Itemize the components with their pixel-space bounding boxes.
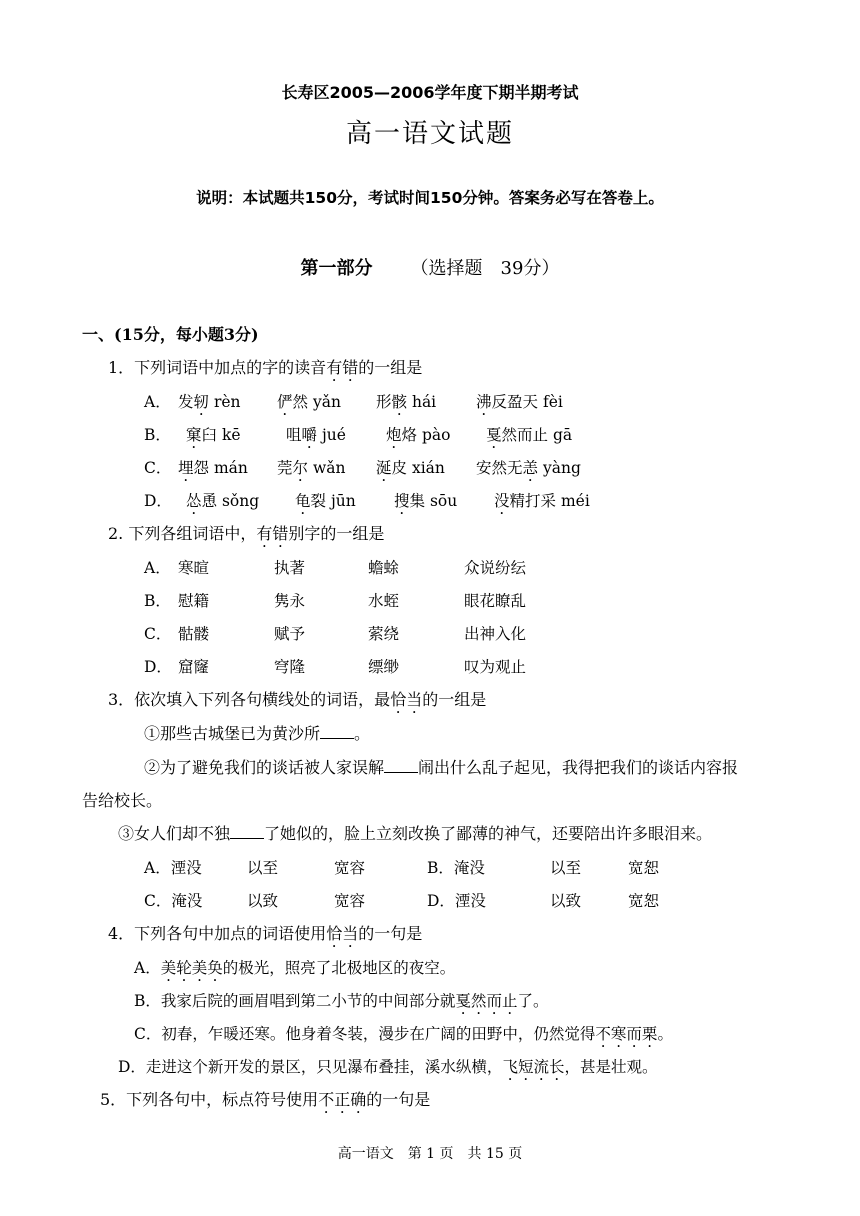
question-1-option-d: D． 怂恿 sǒng 龟裂 jūn 搜集 sōu 没精打采 méi	[144, 492, 590, 510]
part-heading	[0, 254, 860, 280]
question-2-option-c: C． 骷髅 赋予 萦绕 出神入化	[144, 625, 527, 643]
question-1-option-a: A． 发轫 rèn 俨然 yǎn 形骸 hái 沸反盈天 fèi	[144, 393, 563, 411]
question-4-option-c: C．初春，乍暖还寒。他身着冬装，漫步在广阔的田野中，仍然觉得不寒而栗。	[134, 1025, 673, 1043]
part-subtitle: （选择题 39分）	[410, 258, 560, 279]
question-4-stem: 4．下列各句中加点的词语使用恰当的一句是	[108, 924, 423, 943]
question-1-option-c: C． 埋怨 mán 莞尔 wǎn 涎皮 xián 安然无恙 yàng	[144, 459, 581, 477]
question-3-options-row-1: A．湮没 以至 宽容 B．淹没 以至 宽恕	[144, 859, 660, 877]
question-4-option-a: A．美轮美奂的极光，照亮了北极地区的夜空。	[134, 959, 456, 977]
question-3-options-row-2: C．淹没 以致 宽容 D．湮没 以致 宽恕	[144, 892, 660, 910]
question-3-stem: 3．依次填入下列各句横线处的词语，最恰当的一组是	[108, 690, 487, 709]
question-2-option-b: B． 慰籍 隽永 水蛭 眼花瞭乱	[144, 592, 527, 610]
section-heading: 一、(15分，每小题3分)	[82, 325, 259, 344]
exam-instructions: 说明：本试题共150分，考试时间150分钟。答案务必写在答卷上。	[196, 189, 664, 207]
question-5-stem: 5．下列各句中，标点符号使用不正确的一句是	[100, 1090, 431, 1109]
subject-title: 高一语文试题	[345, 119, 514, 149]
question-2-option-a: A． 寒暄 执著 蟾蜍 众说纷纭	[144, 559, 527, 577]
question-3-sentence-2: ②为了避免我们的谈话被人家误解 闹出什么乱子起见，我得把我们的谈话内容报	[144, 758, 739, 777]
question-3-sentence-1: ①那些古城堡已为黄沙所 。	[144, 724, 371, 743]
question-3-sentence-2-cont: 告给校长。	[82, 791, 163, 810]
part-title: 第一部分	[300, 258, 373, 279]
question-1-option-b: B． 窠臼 kē 咀嚼 jué 炮烙 pào 戛然而止 gā	[144, 426, 573, 444]
fill-blank	[384, 758, 418, 773]
emphasis-dots: 有错	[326, 358, 359, 377]
exam-title: 长寿区2005—2006学年度下期半期考试	[281, 83, 579, 102]
question-4-option-b: B．我家后院的画眉唱到第二小节的中间部分就戛然而止了。	[134, 992, 549, 1010]
question-2-option-d: D． 窟窿 穹隆 缥缈 叹为观止	[144, 658, 527, 676]
question-2-stem: 2. 下列各组词语中，有错别字的一组是	[108, 524, 385, 543]
fill-blank	[320, 724, 354, 739]
fill-blank	[230, 824, 264, 839]
page-footer: 高一语文 第 1 页 共 15 页	[337, 1146, 523, 1162]
question-4-option-d: D．走进这个新开发的景区，只见瀑布叠挂，溪水纵横，飞短流长，甚是壮观。	[118, 1058, 658, 1076]
question-1-stem: 1．下列词语中加点的字的读音有错的一组是	[108, 358, 423, 377]
question-3-sentence-3: ③女人们却不独 了她似的，脸上立刻改换了鄙薄的神气，还要陪出许多眼泪来。	[118, 824, 713, 843]
